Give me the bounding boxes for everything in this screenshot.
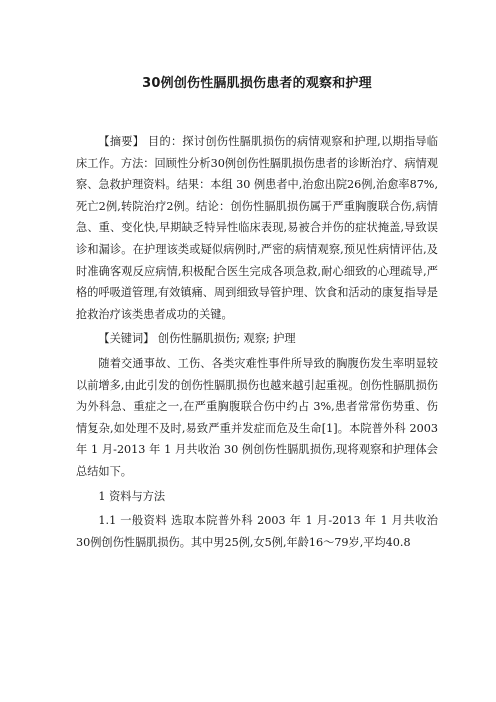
intro-paragraph: 随着交通事故、工伤、各类灾难性事件所导致的胸腹伤发生率明显较以前增多,由此引发的创伤性膈肌损伤也越来越引起重视。创伤性膈肌损伤为外科急、重症之一,在严重胸腹联合伤中约占 3%,患者常常伤势重、伤情复杂,如处理不及时,易致严重并发症而危及生命[1]。本院普外科 2003 年 1 月-2013 年 1 月共收治 30 例创伤性膈肌损伤,现将观察和护理体会总结如下。 [76,356,438,478]
document-body [76,131,438,553]
section-heading: 1 资料与方法 [98,489,166,503]
general-info-paragraph: 1.1 一般资料 选取本院普外科 2003 年 1 月-2013 年 1 月共收治30例创伤性膈肌损伤。其中男25例,女5例,年龄16～79岁,平均40.8 [76,514,438,549]
keywords-paragraph: 【关键词】 创伤性膈肌损伤; 观察; 护理 [98,332,296,346]
abstract-paragraph: 【摘要】 目的：探讨创伤性膈肌损伤的病情观察和护理,以期指导临床工作。方法：回顾性分析30例创伤性膈肌损伤患者的诊断治疗、病情观察、急救护理资料。结果：本组 30 例患者中,治愈出院26例,治愈率87%,死亡2例,转院治疗2例。结论：创伤性膈肌损伤属于严重胸腹联合伤,病情急、重、变化快,早期缺乏特异性临床表现,易被合并伤的症状掩盖,导致误诊和漏诊。在护理该类或疑似病例时,严密的病情观察,预见性病情评估,及时准确客观反应病情,积极配合医生完成各项急救,耐心细致的心理疏导,严格的呼吸道管理,有效镇痛、周到细致导管护理、饮食和活动的康复指导是抢救治疗该类患者成功的关键。 [76,135,438,321]
document-title: 30例创伤性膈肌损伤患者的观察和护理 [142,76,372,91]
